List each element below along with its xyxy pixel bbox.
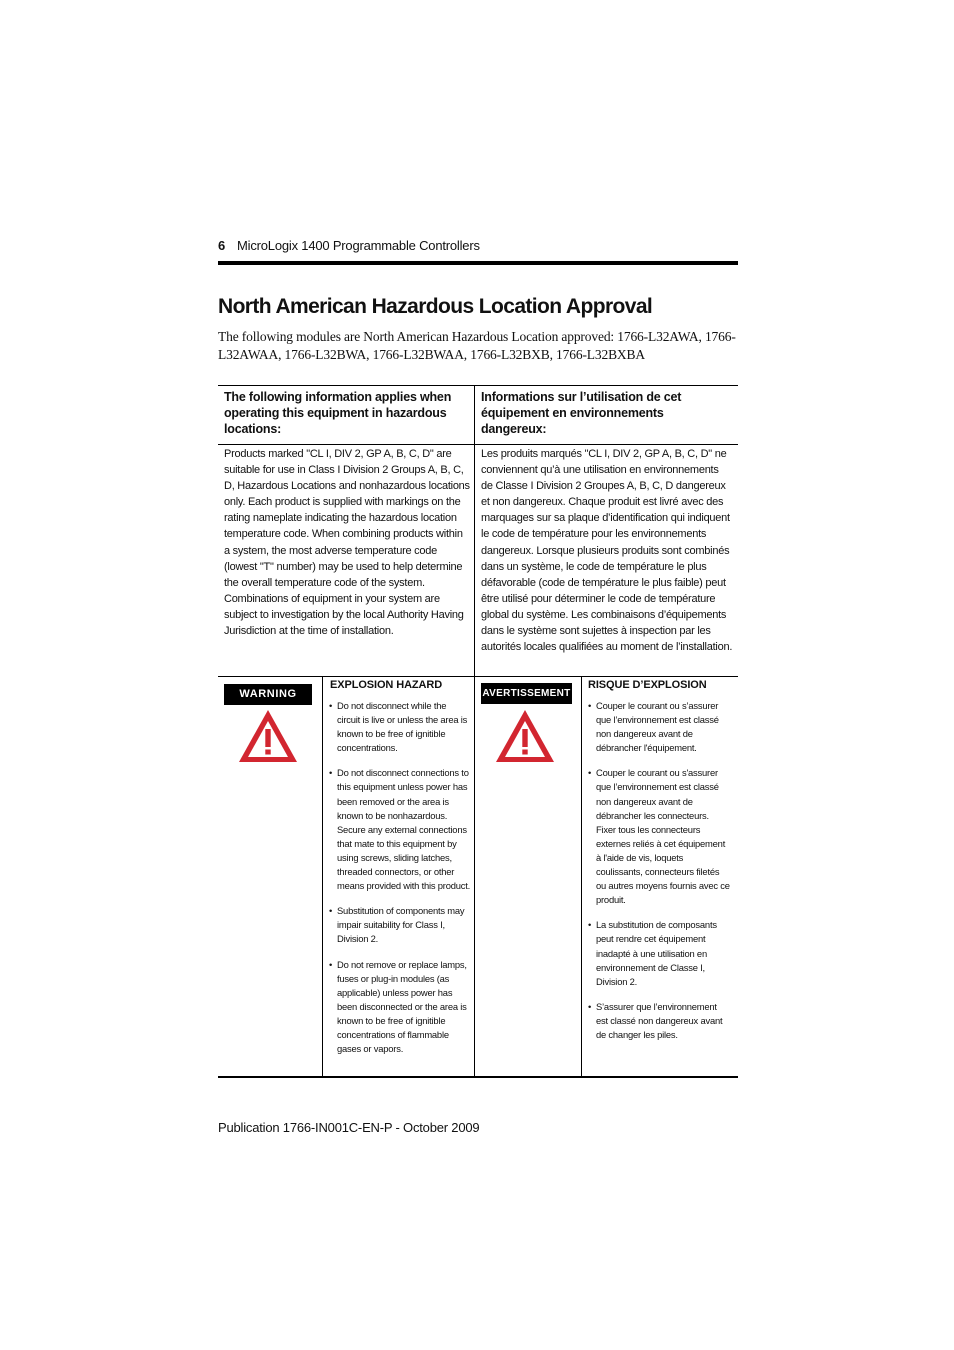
list-item: • Substitution of components may impair suitability for Class I, Division 2. xyxy=(329,904,471,946)
publication-footer: Publication 1766-IN001C-EN-P - October 2009 xyxy=(218,1120,480,1135)
french-hazard-text: Les produits marqués "CL I, DIV 2, GP A, B, C, D" ne conviennent qu’à une utilisation en environnements de Classe I Division 2 Groupes A, B, C, D dangereux et non dangereux. Chaque produit est livré avec des marquages sur sa plaque d’identification qui indiquent le code de température pour les environnements dangereux. Lorsque plusieurs produits sont combinés dans un système, le code de température le plus défavorable (code de température le plus faible) peut être utilisé pour déterminer le code de température global du système. Les combinaisons d’équipements dans le système sont sujettes à inspection par les autorités locales qualifiées au moment de l’installation. xyxy=(481,448,733,654)
section-intro: The following modules are North American Hazardous Location approved: 1766-L32AWA, 1766-L32AWAA, 1766-L32BWA, 1766-L32BWAA, 1766-L32BXB, 1766-L32BXBA xyxy=(218,329,736,362)
running-header xyxy=(218,237,738,257)
risque-explosion-title: RISQUE D’EXPLOSION xyxy=(588,679,707,691)
page-number: 6 xyxy=(218,238,226,253)
english-hazard-text: Products marked "CL I, DIV 2, GP A, B, C, D" are suitable for use in Class I Division 2 Groups A, B, C, D, Hazardous Locations and nonhazardous locations only. Each product is supplied with markings on the rating nameplate indicating the hazardous location temperature code. When combining products within a system, the most adverse temperature code (lowest "T" number) may be used to help determine the overall temperature code of the system. Combinations of equipment in your system are subject to investigation by the local Authority Having Jurisdiction at the time of installation. xyxy=(224,448,470,638)
table-bottom-rule xyxy=(218,1076,738,1078)
warning-en-divider xyxy=(322,676,323,1077)
table-column-divider xyxy=(474,385,475,1077)
list-item: • S’assurer que l’environnement est classé non dangereux avant de changer les piles. xyxy=(588,1000,730,1042)
exclamation-triangle-icon xyxy=(494,708,556,764)
section-title: North American Hazardous Location Approval xyxy=(218,295,653,318)
list-item: • Couper le courant ou s’assurer que l’environnement est classé non dangereux avant de débrancher l'équipement. xyxy=(588,699,730,755)
list-item: • Do not disconnect while the circuit is live or unless the area is known to be free of ignitible concentrations. xyxy=(329,699,471,755)
list-item: • Do not remove or replace lamps, fuses or plug-in modules (as applicable) unless power has been disconnected or the area is known to be free of ignitible concentrations of flammable gases or vapors. xyxy=(329,958,471,1057)
exclamation-triangle-icon xyxy=(237,708,299,764)
table-top-rule xyxy=(218,385,738,386)
french-column-heading: Informations sur l’utilisation de cet équipement en environnements dangereux: xyxy=(481,390,682,436)
explosion-hazard-list xyxy=(329,699,471,1067)
english-column-heading: The following information applies when operating this equipment in hazardous locations: xyxy=(224,390,452,436)
header-rule xyxy=(218,261,738,265)
list-item: • La substitution de composants peut rendre cet équipement inadapté à une utilisation en environnement de Classe I, Division 2. xyxy=(588,918,730,988)
explosion-hazard-title: EXPLOSION HAZARD xyxy=(330,679,443,691)
warning-fr-divider xyxy=(581,676,582,1077)
running-title: MicroLogix 1400 Programmable Controllers xyxy=(237,238,480,253)
table-header-rule xyxy=(218,444,738,445)
table-middle-rule xyxy=(218,676,738,677)
warning-badge: WARNING xyxy=(224,684,312,705)
risque-explosion-list xyxy=(588,699,730,1053)
list-item: • Couper le courant ou s'assurer que l’environnement est classé non dangereux avant de débrancher les connecteurs. Fixer tous les connecteurs externes reliés à cet équipement à l'aide de vis, loquets coulissants, connecteurs filetés ou autres moyens fournis avec ce produit. xyxy=(588,766,730,907)
avertissement-badge: AVERTISSEMENT xyxy=(481,683,572,704)
list-item: • Do not disconnect connections to this equipment unless power has been removed or the area is known to be nonhazardous. Secure any external connections that mate to this equipment by using screws, sliding latches, threaded connectors, or other means provided with this product. xyxy=(329,766,471,893)
